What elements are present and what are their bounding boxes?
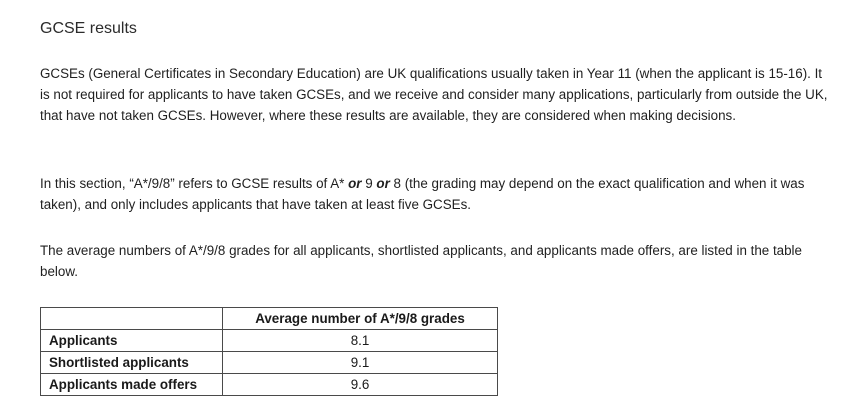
definition-text-part1: In this section, “A*/9/8” refers to GCSE results of A* xyxy=(40,176,349,191)
row-value: 9.1 xyxy=(223,352,498,374)
row-label: Shortlisted applicants xyxy=(41,352,223,374)
header-blank-cell xyxy=(41,308,223,330)
row-label: Applicants made offers xyxy=(41,374,223,396)
emphasis-or-2: or xyxy=(376,176,390,191)
row-label: Applicants xyxy=(41,330,223,352)
header-average-grades: Average number of A*/9/8 grades xyxy=(223,308,498,330)
definition-text-part3: 8 (the grading may depend on the exact qualification and when it was taken), and only includes applicants that have taken at least five GCSEs. xyxy=(40,176,805,212)
table-row xyxy=(41,352,498,374)
row-value: 8.1 xyxy=(223,330,498,352)
table-header-row xyxy=(41,308,498,330)
emphasis-or-1: or xyxy=(348,176,362,191)
definition-text-part2: 9 xyxy=(361,176,377,191)
table-row xyxy=(41,330,498,352)
grading-definition-paragraph xyxy=(40,173,830,215)
table-intro-paragraph: The average numbers of A*/9/8 grades for all applicants, shortlisted applicants, and applicants made offers, are listed in the table below. xyxy=(40,243,802,279)
results-table xyxy=(40,307,498,396)
gcse-intro-paragraph: GCSEs (General Certificates in Secondary Education) are UK qualifications usually taken in Year 11 (when the applicant is 15-16). It is not required for applicants to have taken GCSEs, and we receive and consider many applications, particularly from outside the UK, that have not taken GCSEs. However, where these results are available, they are considered when making decisions. xyxy=(40,66,828,123)
section-heading: GCSE results xyxy=(40,20,137,37)
row-value: 9.6 xyxy=(223,374,498,396)
table-row xyxy=(41,374,498,396)
